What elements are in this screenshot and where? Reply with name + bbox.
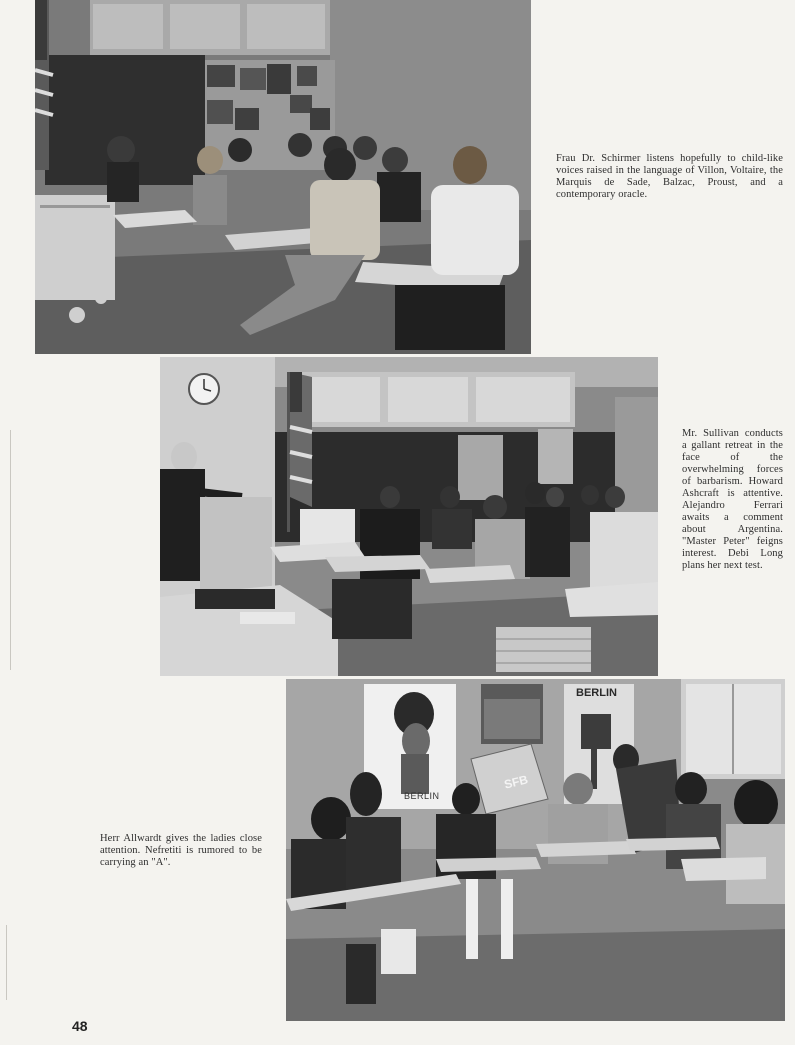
page-number: 48 <box>72 1018 88 1034</box>
caption-language-lab: Frau Dr. Schirmer listens hopefully to child-like voices raised in the language of Villon, Voltaire, the Marquis de Sade, Balzac, Proust, and a contemporary oracle. <box>556 153 783 200</box>
caption-german-class: Herr Allwardt gives the ladies close attention. Nefretiti is rumored to be carrying an "A". <box>100 833 262 868</box>
caption-sullivan-classroom: Mr. Sullivan conducts a gallant retreat in the face of the overwhelming forces of barbarism. Howard Ashcraft is attentive. Alejandro Ferrari awaits a comment about Argentina. "Master Peter" feigns interest. Debi Long plans her next test. <box>682 428 783 571</box>
photo-german-class <box>286 679 785 1021</box>
photo-language-lab <box>35 0 531 354</box>
scan-edge-line <box>10 430 11 670</box>
poster-berlin-left: BERLIN <box>404 791 440 801</box>
scan-edge-line <box>6 925 7 1000</box>
poster-berlin-right: BERLIN <box>576 687 617 699</box>
photo-sullivan-classroom <box>160 357 658 676</box>
poster-sfb: SFB <box>502 772 530 792</box>
